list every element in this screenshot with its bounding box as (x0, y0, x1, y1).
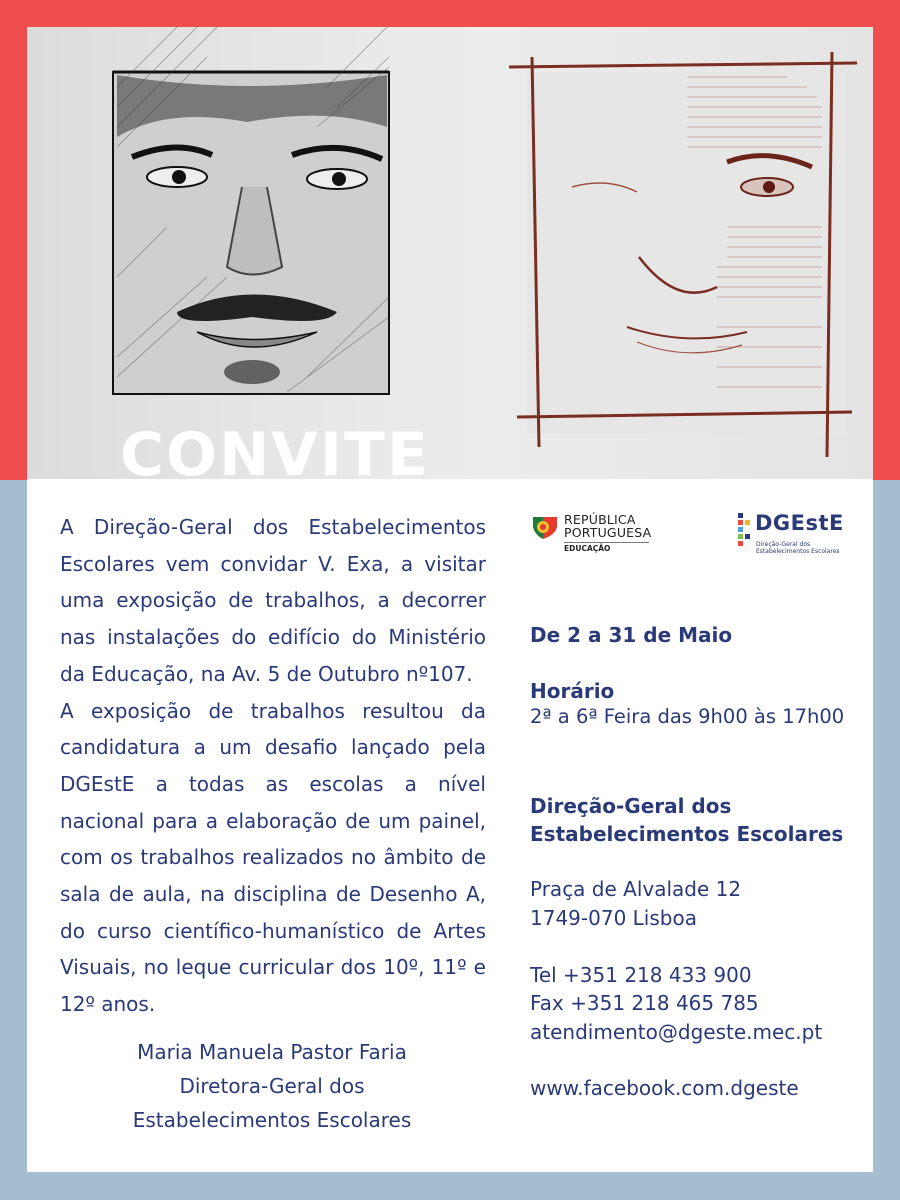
org-name-line2: Estabelecimentos Escolares (530, 822, 844, 846)
facebook-link[interactable]: www.facebook.com.dgeste (530, 1076, 799, 1100)
republica-portuguesa-logo (531, 511, 691, 551)
signature-block (87, 1035, 457, 1137)
sanguine-portrait-sketch (509, 52, 857, 457)
dgeste-logo (737, 511, 857, 561)
body-paragraph-2: A exposição de trabalhos resultou da candidatura a um desafio lançado pela DGEstE a todas as escolas a nível nacional para a elaboração de um painel, com os trabalhos realizados no âmbito de sala de aula, na disciplina de Desenho A, do curso científico-humanístico de Artes Visuais, no leque curricular dos 10º, 11º e 12º anos. (60, 698, 486, 1017)
dgeste-squares-icon (737, 511, 753, 555)
body-paragraph-1: A Direção-Geral dos Estabelecimentos Escolares vem convidar V. Exa, a visitar uma exposição de trabalhos, a decorrer nas instalações do edifício do Ministério da Educação, na Av. 5 de Outubro nº107. (60, 515, 486, 686)
republica-divider (564, 542, 649, 543)
signature-name: Maria Manuela Pastor Faria (137, 1040, 407, 1064)
dgeste-title: DGEstE (755, 511, 844, 535)
ink-portrait-sketch (113, 27, 389, 394)
address-line2: 1749-070 Lisboa (530, 906, 697, 930)
invitation-title: CONVITE (120, 420, 430, 479)
signature-role-line1: Diretora-Geral dos (179, 1074, 365, 1098)
portugal-emblem-icon (531, 513, 559, 541)
email-link[interactable]: atendimento@dgeste.mec.pt (530, 1020, 823, 1044)
schedule-value: 2ª a 6ª Feira das 9h00 às 17h00 (530, 705, 845, 728)
address-line1: Praça de Alvalade 12 (530, 877, 742, 901)
exhibition-date: De 2 a 31 de Maio (530, 623, 733, 647)
sketches-illustration (27, 27, 873, 479)
schedule-label: Horário (530, 679, 615, 703)
republica-line1: REPÚBLICA (564, 512, 636, 527)
fax-number: Fax +351 218 465 785 (530, 991, 759, 1015)
invitation-card (27, 27, 873, 1172)
header-photo-drawings (27, 27, 873, 479)
dgeste-subtitle-2: Estabelecimentos Escolares (756, 548, 840, 555)
dgeste-subtitle-1: Direção-Geral dos (756, 541, 811, 548)
republica-line3: EDUCAÇÃO (564, 544, 611, 553)
phone-number: Tel +351 218 433 900 (530, 963, 752, 987)
republica-line2: PORTUGUESA (564, 525, 652, 540)
org-name-line1: Direção-Geral dos (530, 794, 732, 818)
signature-role-line2: Estabelecimentos Escolares (132, 1108, 412, 1132)
invitation-body (60, 509, 486, 1023)
